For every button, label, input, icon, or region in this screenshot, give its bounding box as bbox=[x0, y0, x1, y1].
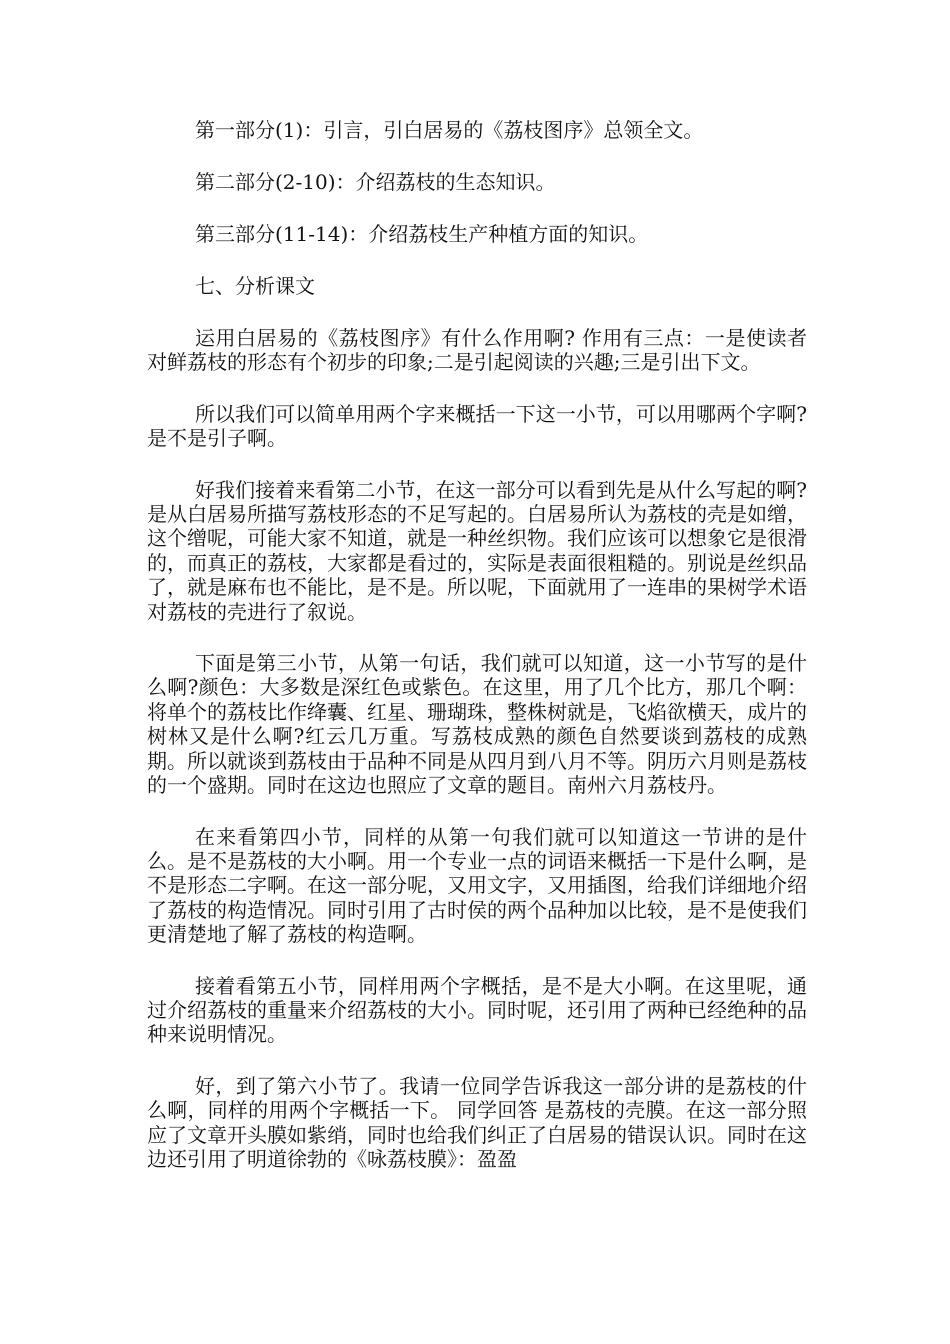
paragraph: 在来看第四小节，同样的从第一句我们就可以知道这一节讲的是什么。是不是荔枝的大小啊。用一个专业一点的词语来概括一下是什么啊，是不是形态二字啊。在这一部分呢，又用文字，又用插图，给我们详细地介绍了荔枝的构造情况。同时引用了古时侯的两个品种加以比较，是不是使我们更清楚地了解了荔枝的构造啊。 bbox=[147, 824, 807, 947]
outline-part-two: 第二部分(2-10)：介绍荔枝的生态知识。 bbox=[195, 170, 556, 194]
section-heading: 七、分析课文 bbox=[195, 274, 315, 298]
paragraph: 下面是第三小节，从第一句话，我们就可以知道，这一小节写的是什么啊?颜色：大多数是深红色或紫色。在这里，用了几个比方，那几个啊：将单个的荔枝比作绛囊、红星、珊瑚珠，整株树就是，飞焰欲横天，成片的树林又是什么啊?红云几万重。写荔枝成熟的颜色自然要谈到荔枝的成熟期。所以就谈到荔枝由于品种不同是从四月到八月不等。阴历六月则是荔枝的一个盛期。同时在这边也照应了文章的题目。南州六月荔枝丹。 bbox=[147, 651, 807, 798]
paragraph: 好，到了第六小节了。我请一位同学告诉我这一部分讲的是荔枝的什么啊，同样的用两个字概括一下。 同学回答 是荔枝的壳膜。在这一部分照应了文章开头膜如紫绡，同时也给我们纠正了白居易的错误认识。同时在这边还引用了明道徐勃的《咏荔枝膜》：盈盈 bbox=[147, 1073, 807, 1171]
paragraph: 运用白居易的《荔枝图序》有什么作用啊? 作用有三点：一是使读者对鲜荔枝的形态有个初步的印象;二是引起阅读的兴趣;三是引出下文。 bbox=[147, 326, 807, 375]
outline-part-three: 第三部分(11-14)：介绍荔枝生产种植方面的知识。 bbox=[195, 222, 649, 246]
document-body bbox=[147, 118, 807, 1171]
outline-part-one: 第一部分(1)：引言，引白居易的《荔枝图序》总领全文。 bbox=[195, 118, 704, 142]
paragraph: 所以我们可以简单用两个字来概括一下这一小节，可以用哪两个字啊?是不是引子啊。 bbox=[147, 401, 807, 451]
paragraph: 接着看第五小节，同样用两个字概括，是不是大小啊。在这里呢，通过介绍荔枝的重量来介绍荔枝的大小。同时呢，还引用了两种已经绝种的品种来说明情况。 bbox=[147, 973, 807, 1047]
paragraph: 好我们接着来看第二小节，在这一部分可以看到先是从什么写起的啊?是从白居易所描写荔枝形态的不足写起的。白居易所认为荔枝的壳是如缯，这个缯呢，可能大家不知道，就是一种丝织物。我们应该可以想象它是很滑的，而真正的荔枝，大家都是看过的，实际是表面很粗糙的。别说是丝织品了，就是麻布也不能比，是不是。所以呢，下面就用了一连串的果树学术语对荔枝的壳进行了叙说。 bbox=[147, 477, 807, 624]
